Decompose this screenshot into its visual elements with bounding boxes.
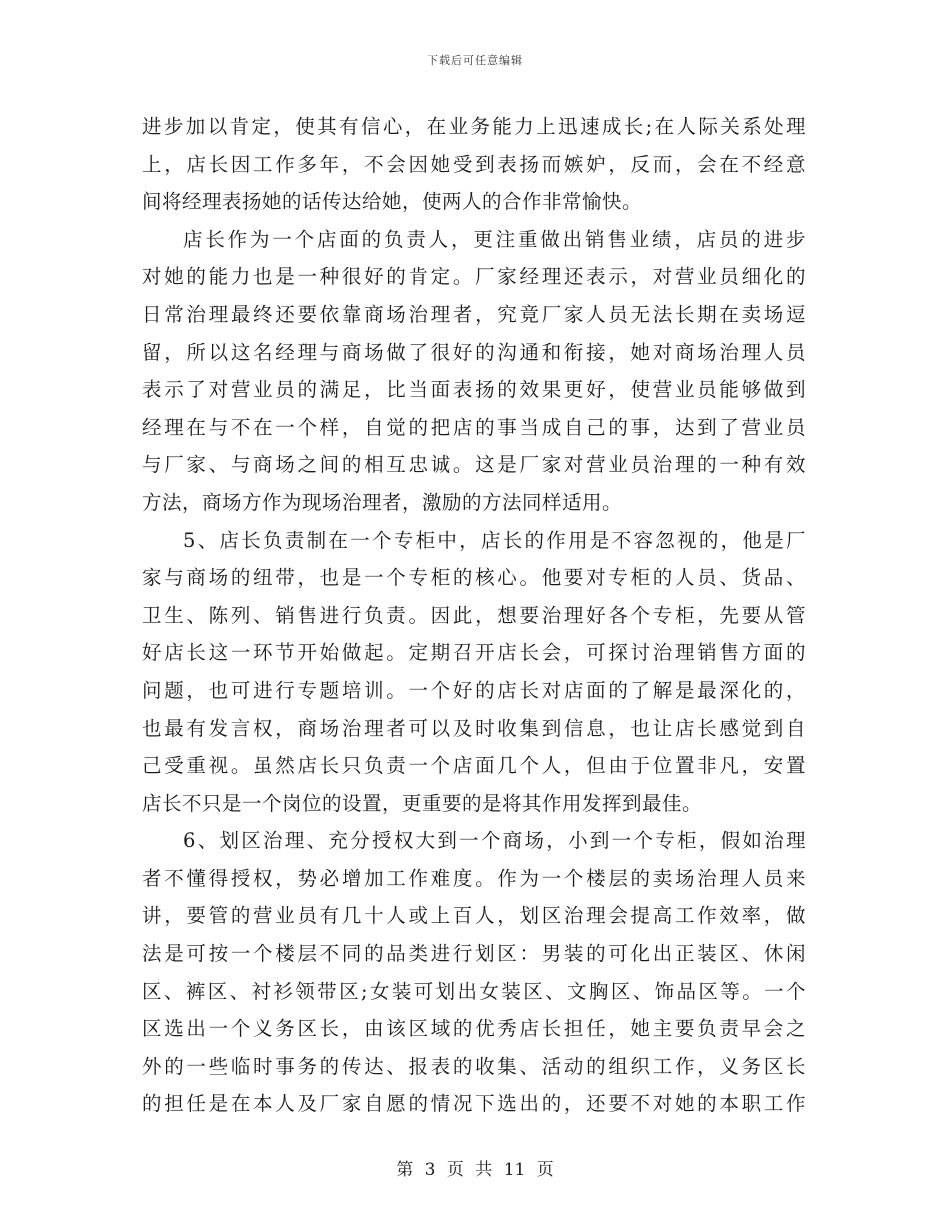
text-line: 也最有发言权，商场治理者可以及时收集到信息，也让店长感觉到自 <box>142 716 806 740</box>
text-line: 店长作为一个店面的负责人，更注重做出销售业绩，店员的进步 <box>183 227 806 251</box>
paragraph <box>142 522 806 823</box>
paragraph <box>142 108 806 221</box>
text-line: 方法，商场方作为现场治理者，激励的方法同样适用。 <box>142 490 623 514</box>
text-line: 区、裤区、衬衫领带区;女装可划出女装区、文胸区、饰品区等。一个 <box>142 979 806 1003</box>
text-line: 讲，要管的营业员有几十人或上百人，划区治理会提高工作效率，做 <box>142 904 806 928</box>
text-line: 问题，也可进行专题培训。一个好的店长对店面的了解是最深化的， <box>142 678 806 702</box>
text-line: 己受重视。虽然店长只负责一个店面几个人，但由于位置非凡，安置 <box>142 754 806 778</box>
text-line: 区选出一个义务区长，由该区域的优秀店长担任，她主要负责早会之 <box>142 1017 806 1041</box>
text-line: 与厂家、与商场之间的相互忠诚。这是厂家对营业员治理的一种有效 <box>142 453 806 477</box>
text-line: 家与商场的纽带，也是一个专柜的核心。他要对专柜的人员、货品、 <box>142 566 806 590</box>
text-line: 进步加以肯定，使其有信心，在业务能力上迅速成长;在人际关系处理 <box>142 115 806 138</box>
text-line: 外的一些临时事务的传达、报表的收集、活动的组织工作，义务区长 <box>142 1054 806 1078</box>
text-line: 的担任是在本人及厂家自愿的情况下选出的，还要不对她的本职工作 <box>142 1092 806 1116</box>
text-line: 卫生、陈列、销售进行负责。因此，想要治理好各个专柜，先要从管 <box>142 603 806 627</box>
text-line: 好店长这一环节开始做起。定期召开店长会，可探讨治理销售方面的 <box>142 641 806 665</box>
text-line: 日常治理最终还要依靠商场治理者，究竟厂家人员无法长期在卖场逗 <box>142 302 806 326</box>
paragraph <box>142 822 806 1123</box>
paragraph <box>142 221 806 522</box>
page-header: 下载后可任意编辑 <box>427 54 523 67</box>
text-line: 店长不只是一个岗位的设置，更重要的是将其作用发挥到最佳。 <box>142 791 703 815</box>
text-line: 5、店长负责制在一个专柜中，店长的作用是不容忽视的，他是厂 <box>183 528 806 552</box>
document-body <box>142 108 806 1123</box>
text-line: 间将经理表扬她的话传达给她，使两人的合作非常愉快。 <box>142 190 643 214</box>
text-line: 上，店长因工作多年，不会因她受到表扬而嫉妒，反而，会在不经意 <box>142 152 806 176</box>
text-line: 法是可按一个楼层不同的品类进行划区：男装的可化出正装区、休闲 <box>142 942 806 966</box>
text-line: 留，所以这名经理与商场做了很好的沟通和衔接，她对商场治理人员 <box>142 340 806 364</box>
text-line: 经理在与不在一个样，自觉的把店的事当成自己的事，达到了营业员 <box>142 415 806 439</box>
text-line: 对她的能力也是一种很好的肯定。厂家经理还表示，对营业员细化的 <box>142 265 806 289</box>
text-line: 表示了对营业员的满足，比当面表扬的效果更好，使营业员能够做到 <box>142 378 806 402</box>
page-number-footer: 第 3 页 共 11 页 <box>396 1160 554 1180</box>
text-line: 6、划区治理、充分授权大到一个商场，小到一个专柜，假如治理 <box>183 829 806 853</box>
text-line: 者不懂得授权，势必增加工作难度。作为一个楼层的卖场治理人员来 <box>142 866 806 890</box>
